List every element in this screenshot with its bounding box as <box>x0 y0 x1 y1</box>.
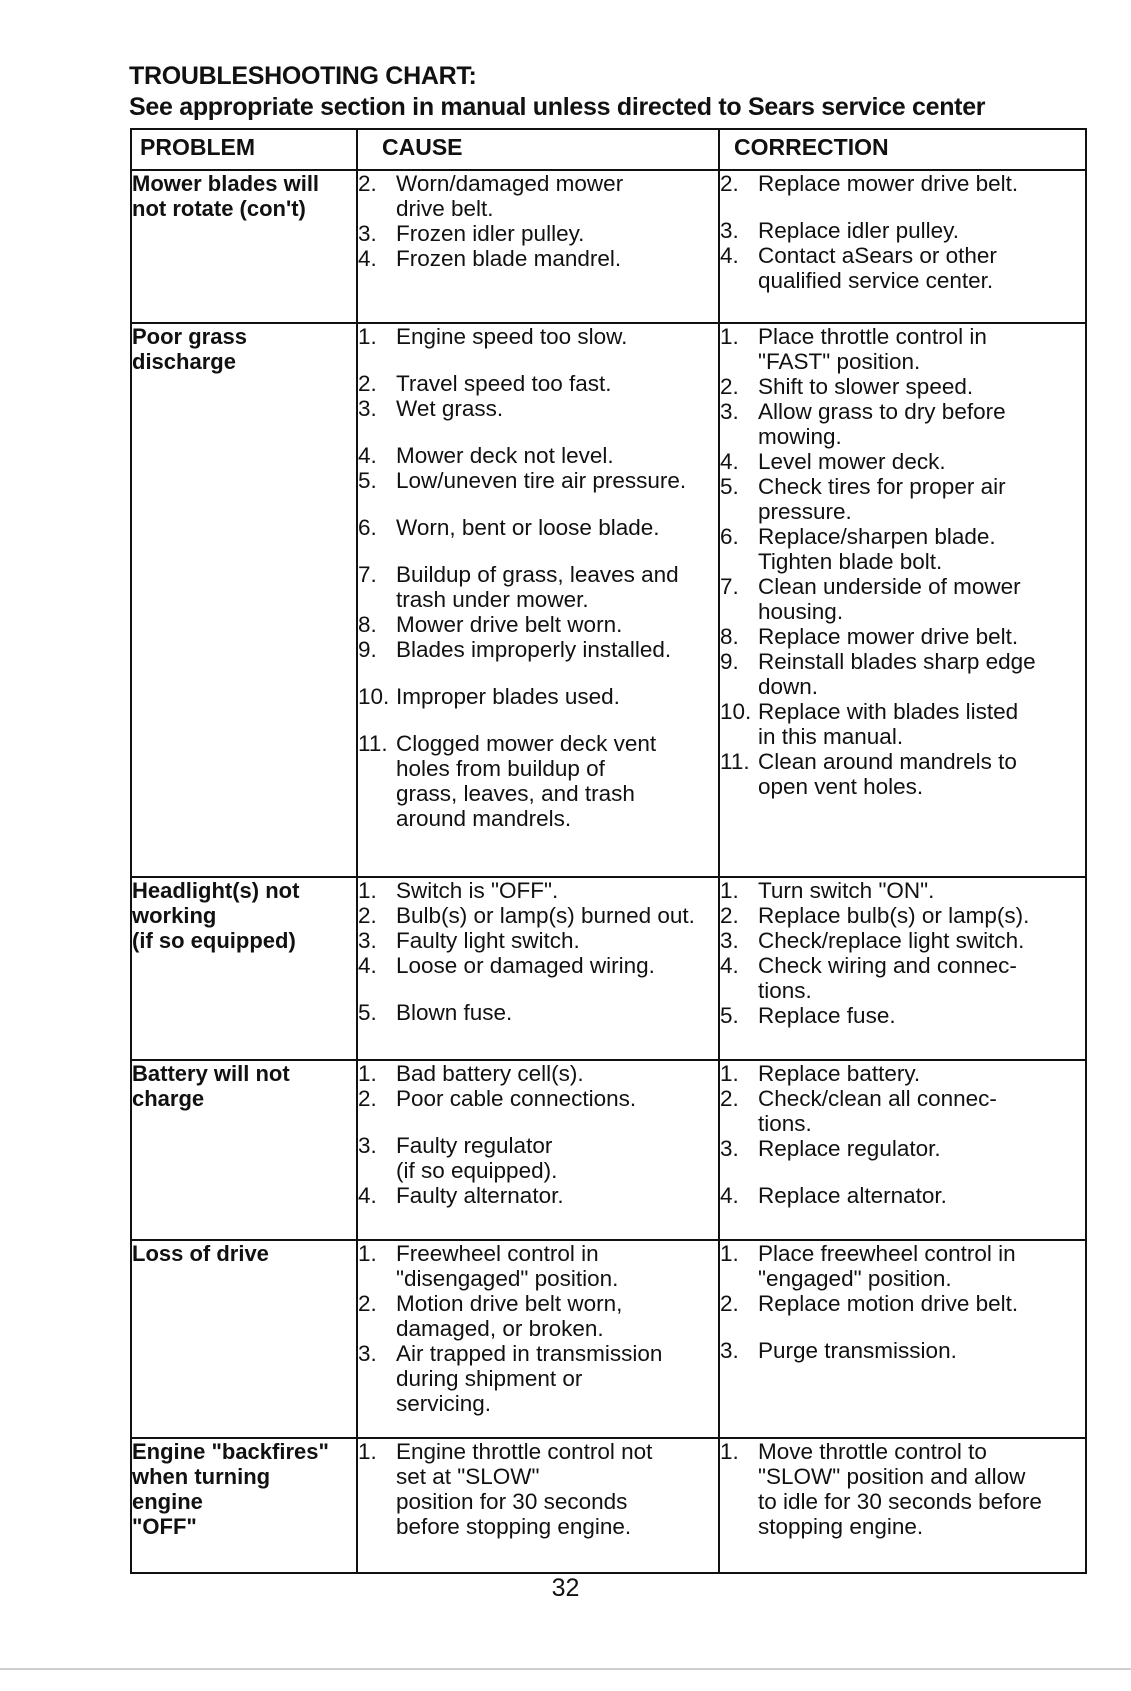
correction-item <box>720 399 1085 449</box>
correction-item <box>720 928 1085 953</box>
item-number: 1. <box>720 1061 739 1086</box>
item-number: 2. <box>720 374 739 399</box>
item-text: Check/clean all connec- tions. <box>758 1086 997 1136</box>
item-number: 5. <box>720 474 739 499</box>
correction-item <box>720 218 1085 243</box>
item-text: Motion drive belt worn, damaged, or broken. <box>396 1291 623 1341</box>
item-number: 1. <box>720 878 739 903</box>
item-text: Replace mower drive belt. <box>758 171 1019 196</box>
item-number: 4. <box>358 443 377 468</box>
item-text: Replace fuse. <box>758 1003 896 1028</box>
item-number: 1. <box>358 1439 377 1464</box>
item-number: 11. <box>720 749 750 774</box>
correction-cell <box>719 1438 1086 1573</box>
cause-cell <box>357 877 719 1060</box>
item-number: 1. <box>358 324 377 349</box>
item-number: 3. <box>358 221 377 246</box>
item-text: Replace regulator. <box>758 1136 941 1161</box>
item-text: Replace with blades listed in this manual. <box>758 699 1019 749</box>
header-correction: CORRECTION <box>719 129 1086 170</box>
item-number: 4. <box>358 953 377 978</box>
cause-item <box>358 246 718 271</box>
item-text: Bulb(s) or lamp(s) burned out. <box>396 903 695 928</box>
table-row <box>131 877 1086 1060</box>
header-cause: CAUSE <box>357 129 719 170</box>
correction-cell <box>719 877 1086 1060</box>
item-number: 3. <box>720 1136 739 1161</box>
correction-cell <box>719 323 1086 877</box>
item-number: 5. <box>720 1003 739 1028</box>
cause-item <box>358 562 718 612</box>
correction-cell <box>719 1060 1086 1240</box>
item-text: Replace battery. <box>758 1061 921 1086</box>
table-row <box>131 1240 1086 1438</box>
item-text: Turn switch "ON". <box>758 878 935 903</box>
item-number: 10. <box>358 684 390 709</box>
cause-cell <box>357 1240 719 1438</box>
cause-item <box>358 1086 718 1111</box>
cause-item <box>358 637 718 662</box>
item-number: 3. <box>358 928 377 953</box>
item-number: 1. <box>358 878 377 903</box>
correction-item <box>720 374 1085 399</box>
cause-item <box>358 515 718 540</box>
item-number: 6. <box>358 515 377 540</box>
item-text: Replace alternator. <box>758 1183 947 1208</box>
correction-item <box>720 1061 1085 1086</box>
item-number: 4. <box>720 953 739 978</box>
cause-item <box>358 171 718 221</box>
cause-item <box>358 1241 718 1291</box>
item-text: Switch is "OFF". <box>396 878 559 903</box>
item-number: 4. <box>720 449 739 474</box>
item-number: 9. <box>358 637 377 662</box>
correction-item <box>720 749 1085 799</box>
item-text: Move throttle control to "SLOW" position and allow to idle for 30 seconds before stopping engine. <box>758 1439 1042 1539</box>
table-row <box>131 170 1086 323</box>
troubleshooting-table <box>130 128 1087 1574</box>
item-number: 5. <box>358 468 377 493</box>
correction-cell <box>719 170 1086 323</box>
item-text: Improper blades used. <box>396 684 620 709</box>
item-text: Faulty alternator. <box>396 1183 564 1208</box>
item-number: 6. <box>720 524 739 549</box>
cause-cell <box>357 170 719 323</box>
cause-item <box>358 731 718 831</box>
problem-cell: Headlight(s) not working (if so equipped) <box>131 877 357 1060</box>
problem-cell: Loss of drive <box>131 1240 357 1438</box>
cause-item <box>358 1061 718 1086</box>
item-text: Frozen idler pulley. <box>396 221 585 246</box>
correction-item <box>720 1291 1085 1316</box>
item-number: 3. <box>720 399 739 424</box>
problem-cell: Poor grass discharge <box>131 323 357 877</box>
cause-cell <box>357 1060 719 1240</box>
cause-item <box>358 324 718 349</box>
item-text: Worn, bent or loose blade. <box>396 515 660 540</box>
correction-item <box>720 878 1085 903</box>
item-number: 9. <box>720 649 739 674</box>
item-number: 8. <box>358 612 377 637</box>
item-text: Engine throttle control not set at "SLOW" position for 30 seconds before stopping engine. <box>396 1439 653 1539</box>
cause-item <box>358 371 718 396</box>
correction-item <box>720 1338 1085 1363</box>
cause-item <box>358 1439 718 1539</box>
item-text: Freewheel control in "disengaged" position. <box>396 1241 619 1291</box>
item-number: 10. <box>720 699 752 724</box>
item-text: Shift to slower speed. <box>758 374 974 399</box>
item-number: 3. <box>358 1341 377 1366</box>
item-number: 4. <box>358 246 377 271</box>
cause-item <box>358 953 718 978</box>
item-text: Worn/damaged mower drive belt. <box>396 171 624 221</box>
bottom-rule <box>0 1668 1131 1670</box>
item-number: 7. <box>720 574 739 599</box>
item-text: Faulty light switch. <box>396 928 580 953</box>
correction-item <box>720 524 1085 574</box>
correction-item <box>720 1183 1085 1208</box>
item-text: Low/uneven tire air pressure. <box>396 468 687 493</box>
item-text: Clean around mandrels to open vent holes. <box>758 749 1017 799</box>
header-problem: PROBLEM <box>131 129 357 170</box>
cause-cell <box>357 323 719 877</box>
item-number: 5. <box>358 1000 377 1025</box>
item-text: Travel speed too fast. <box>396 371 612 396</box>
item-number: 4. <box>720 1183 739 1208</box>
cause-item <box>358 878 718 903</box>
correction-item <box>720 474 1085 524</box>
item-text: Mower drive belt worn. <box>396 612 623 637</box>
item-number: 11. <box>358 731 388 756</box>
item-number: 1. <box>720 1439 739 1464</box>
correction-item <box>720 903 1085 928</box>
item-text: Buildup of grass, leaves and trash under mower. <box>396 562 679 612</box>
item-text: Replace mower drive belt. <box>758 624 1019 649</box>
correction-item <box>720 699 1085 749</box>
item-text: Wet grass. <box>396 396 504 421</box>
item-number: 8. <box>720 624 739 649</box>
table-row <box>131 1438 1086 1573</box>
item-number: 2. <box>720 171 739 196</box>
cause-item <box>358 468 718 493</box>
table-row <box>131 323 1086 877</box>
correction-item <box>720 171 1085 196</box>
item-text: Replace motion drive belt. <box>758 1291 1019 1316</box>
item-text: Contact aSears or other qualified service center. <box>758 243 997 293</box>
item-text: Clogged mower deck vent holes from buildup of grass, leaves, and trash around mandrels. <box>396 731 657 831</box>
item-number: 2. <box>358 171 377 196</box>
item-text: Level mower deck. <box>758 449 946 474</box>
cause-item <box>358 443 718 468</box>
item-text: Allow grass to dry before mowing. <box>758 399 1006 449</box>
cause-item <box>358 396 718 421</box>
item-text: Clean underside of mower housing. <box>758 574 1021 624</box>
problem-cell: Engine "backfires" when turning engine "OFF" <box>131 1438 357 1573</box>
table-row <box>131 1060 1086 1240</box>
item-number: 2. <box>358 1086 377 1111</box>
item-number: 1. <box>720 324 739 349</box>
item-number: 4. <box>358 1183 377 1208</box>
cause-item <box>358 903 718 928</box>
item-number: 7. <box>358 562 377 587</box>
item-text: Replace idler pulley. <box>758 218 959 243</box>
cause-item <box>358 221 718 246</box>
item-text: Replace/sharpen blade. Tighten blade bolt. <box>758 524 996 574</box>
cause-item <box>358 1133 718 1183</box>
item-text: Purge transmission. <box>758 1338 957 1363</box>
item-text: Faulty regulator (if so equipped). <box>396 1133 558 1183</box>
correction-cell <box>719 1240 1086 1438</box>
correction-item <box>720 1086 1085 1136</box>
cause-item <box>358 1000 718 1025</box>
correction-item <box>720 574 1085 624</box>
cause-item <box>358 684 718 709</box>
correction-item <box>720 1241 1085 1291</box>
item-text: Loose or damaged wiring. <box>396 953 655 978</box>
item-text: Frozen blade mandrel. <box>396 246 622 271</box>
item-text: Blown fuse. <box>396 1000 513 1025</box>
item-number: 1. <box>358 1241 377 1266</box>
correction-item <box>720 953 1085 1003</box>
item-text: Check/replace light switch. <box>758 928 1025 953</box>
correction-item <box>720 1136 1085 1161</box>
item-text: Poor cable connections. <box>396 1086 637 1111</box>
cause-item <box>358 1183 718 1208</box>
correction-item <box>720 624 1085 649</box>
item-number: 3. <box>358 1133 377 1158</box>
item-text: Blades improperly installed. <box>396 637 672 662</box>
correction-item <box>720 324 1085 374</box>
item-number: 3. <box>720 1338 739 1363</box>
cause-item <box>358 612 718 637</box>
item-number: 2. <box>358 371 377 396</box>
item-text: Reinstall blades sharp edge down. <box>758 649 1036 699</box>
item-number: 2. <box>720 903 739 928</box>
item-text: Air trapped in transmission during shipment or servicing. <box>396 1341 663 1416</box>
correction-item <box>720 243 1085 293</box>
item-number: 3. <box>720 218 739 243</box>
item-number: 2. <box>358 1291 377 1316</box>
item-text: Mower deck not level. <box>396 443 614 468</box>
item-text: Place throttle control in "FAST" position. <box>758 324 987 374</box>
page-subtitle: See appropriate section in manual unless directed to Sears service center <box>129 93 986 121</box>
item-number: 2. <box>358 903 377 928</box>
item-number: 3. <box>358 396 377 421</box>
item-number: 2. <box>720 1086 739 1111</box>
item-text: Engine speed too slow. <box>396 324 628 349</box>
correction-item <box>720 649 1085 699</box>
correction-item <box>720 1439 1085 1539</box>
cause-item <box>358 928 718 953</box>
item-text: Check wiring and connec- tions. <box>758 953 1017 1003</box>
item-text: Replace bulb(s) or lamp(s). <box>758 903 1030 928</box>
problem-cell: Battery will not charge <box>131 1060 357 1240</box>
item-text: Bad battery cell(s). <box>396 1061 584 1086</box>
cause-item <box>358 1341 718 1416</box>
cause-cell <box>357 1438 719 1573</box>
item-number: 1. <box>358 1061 377 1086</box>
item-number: 1. <box>720 1241 739 1266</box>
page-number: 32 <box>551 1574 580 1602</box>
page-title: TROUBLESHOOTING CHART: <box>129 62 477 90</box>
problem-cell: Mower blades will not rotate (con't) <box>131 170 357 323</box>
item-text: Place freewheel control in "engaged" position. <box>758 1241 1016 1291</box>
correction-item <box>720 449 1085 474</box>
item-number: 2. <box>720 1291 739 1316</box>
table-header-row <box>131 129 1086 170</box>
item-text: Check tires for proper air pressure. <box>758 474 1006 524</box>
cause-item <box>358 1291 718 1341</box>
item-number: 3. <box>720 928 739 953</box>
item-number: 4. <box>720 243 739 268</box>
correction-item <box>720 1003 1085 1028</box>
